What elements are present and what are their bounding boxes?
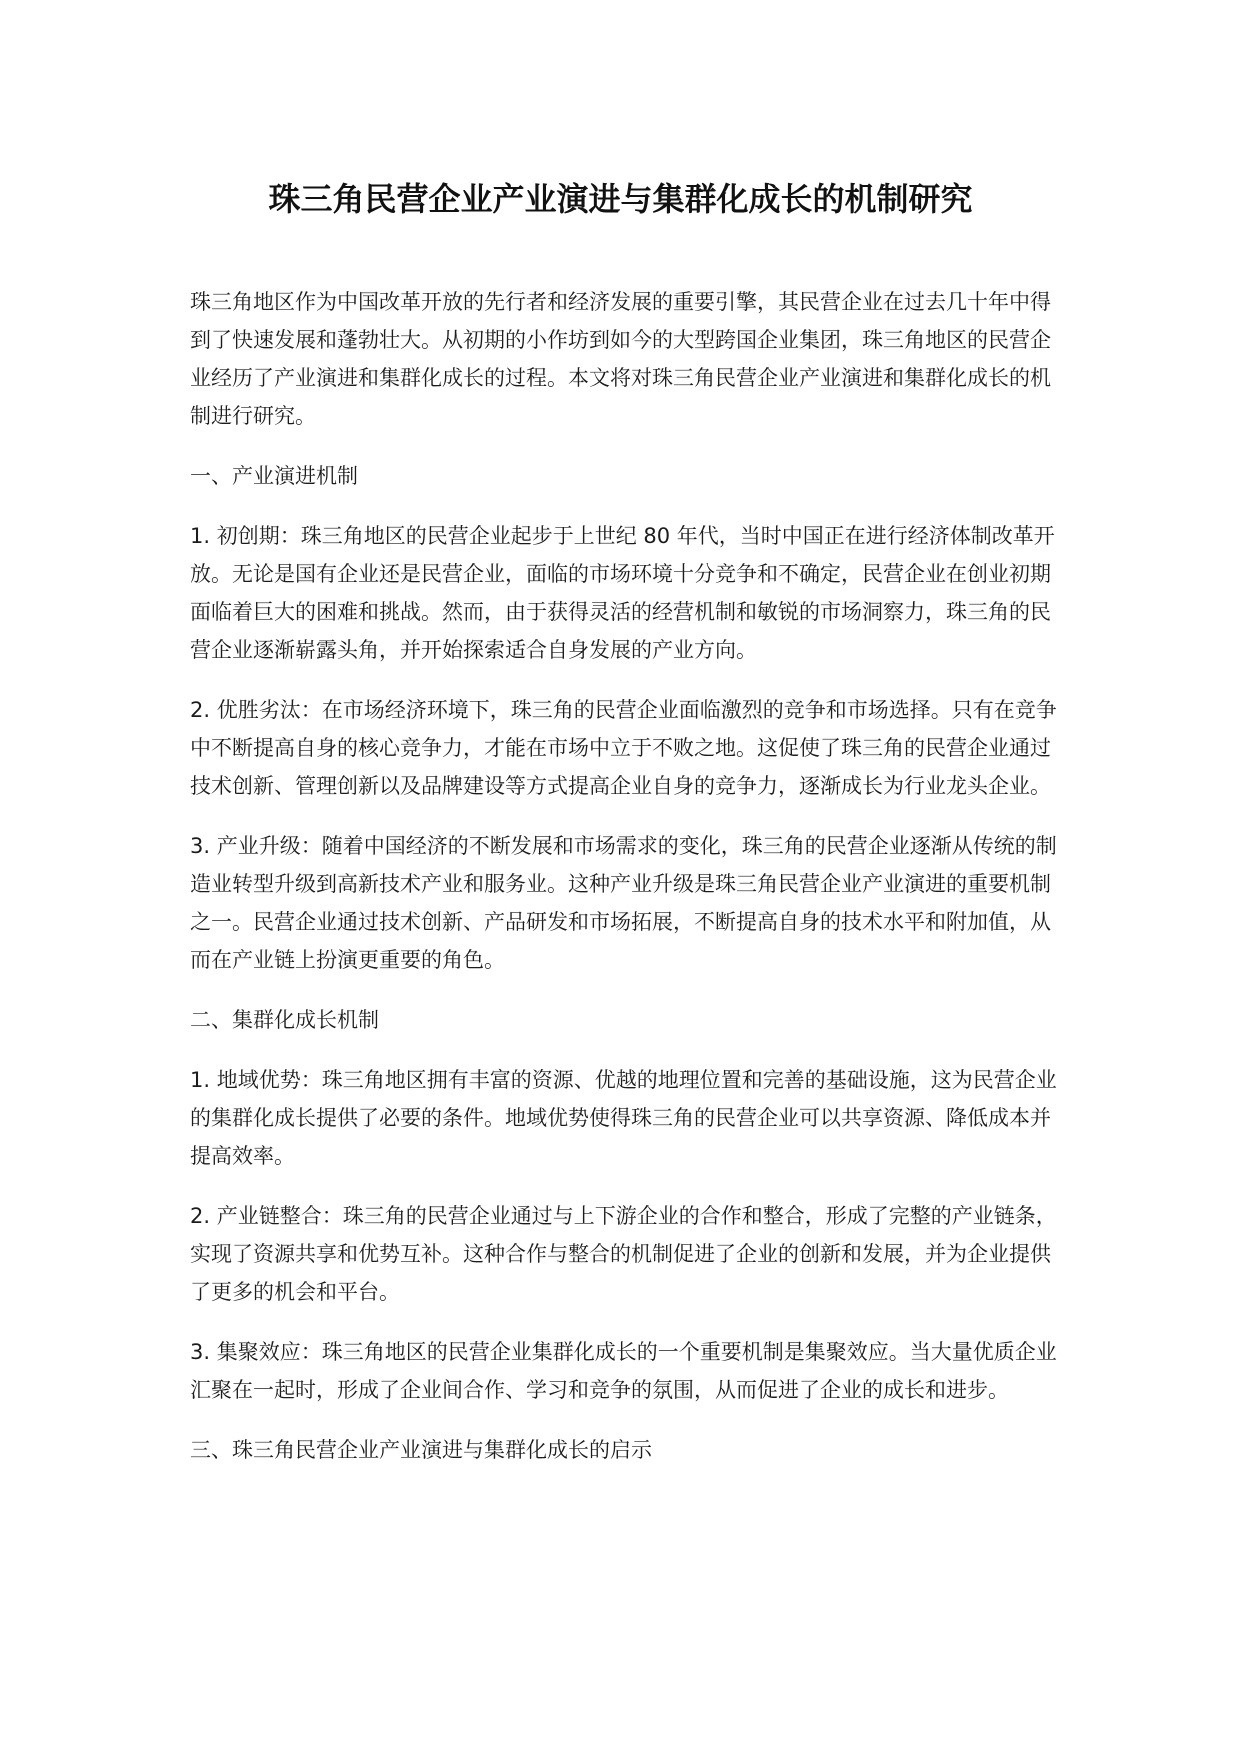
document-title: 珠三角民营企业产业演进与集群化成长的机制研究	[268, 180, 973, 218]
section-heading-2: 二、集群化成长机制	[190, 1008, 379, 1032]
document-body	[190, 283, 1070, 1491]
section-2-item-3: 3. 集聚效应：珠三角地区的民营企业集群化成长的一个重要机制是集聚效应。当大量优质企业汇聚在一起时，形成了企业间合作、学习和竞争的氛围，从而促进了企业的成长和进步。	[190, 1340, 1057, 1402]
section-1-item-3: 3. 产业升级：随着中国经济的不断发展和市场需求的变化，珠三角的民营企业逐渐从传统的制造业转型升级到高新技术产业和服务业。这种产业升级是珠三角民营企业产业演进的重要机制之一。民营企业通过技术创新、产品研发和市场拓展，不断提高自身的技术水平和附加值，从而在产业链上扮演更重要的角色。	[190, 834, 1057, 972]
section-2-item-2: 2. 产业链整合：珠三角的民营企业通过与上下游企业的合作和整合，形成了完整的产业链条，实现了资源共享和优势互补。这种合作与整合的机制促进了企业的创新和发展，并为企业提供了更多的机会和平台。	[190, 1204, 1057, 1304]
section-2-item-1: 1. 地域优势：珠三角地区拥有丰富的资源、优越的地理位置和完善的基础设施，这为民营企业的集群化成长提供了必要的条件。地域优势使得珠三角的民营企业可以共享资源、降低成本并提高效率。	[190, 1068, 1057, 1168]
section-heading-3: 三、珠三角民营企业产业演进与集群化成长的启示	[190, 1438, 652, 1462]
section-heading-1: 一、产业演进机制	[190, 464, 358, 488]
section-1-item-2: 2. 优胜劣汰：在市场经济环境下，珠三角的民营企业面临激烈的竞争和市场选择。只有在竞争中不断提高自身的核心竞争力，才能在市场中立于不败之地。这促使了珠三角的民营企业通过技术创新、管理创新以及品牌建设等方式提高企业自身的竞争力，逐渐成长为行业龙头企业。	[190, 698, 1057, 798]
section-1-item-1: 1. 初创期：珠三角地区的民营企业起步于上世纪 80 年代，当时中国正在进行经济体制改革开放。无论是国有企业还是民营企业，面临的市场环境十分竞争和不确定，民营企业在创业初期面临着巨大的困难和挑战。然而，由于获得灵活的经营机制和敏锐的市场洞察力，珠三角的民营企业逐渐崭露头角，并开始探索适合自身发展的产业方向。	[190, 524, 1055, 662]
intro-paragraph: 珠三角地区作为中国改革开放的先行者和经济发展的重要引擎，其民营企业在过去几十年中得到了快速发展和蓬勃壮大。从初期的小作坊到如今的大型跨国企业集团，珠三角地区的民营企业经历了产业演进和集群化成长的过程。本文将对珠三角民营企业产业演进和集群化成长的机制进行研究。	[190, 290, 1051, 428]
